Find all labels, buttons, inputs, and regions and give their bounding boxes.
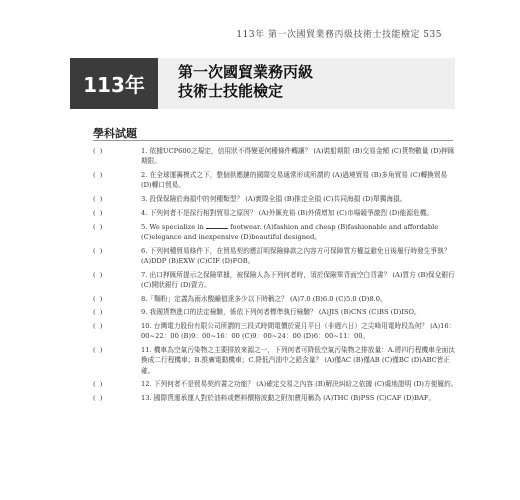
answer-slot: ( ) xyxy=(93,380,104,389)
question-text: 12. 下列何者不是貿易契約書之功能？ (A)確定交易之內容 (B)解決糾紛之依據 (C)處地證明 (D)方便履約。 xyxy=(141,380,458,389)
answer-slot: ( ) xyxy=(93,322,104,331)
question-item xyxy=(93,321,458,341)
question-item xyxy=(93,222,458,242)
question-text xyxy=(141,222,458,242)
answer-slot: ( ) xyxy=(93,308,104,317)
question-item xyxy=(93,170,458,190)
section-rule xyxy=(93,140,453,141)
answer-slot: ( ) xyxy=(93,222,104,231)
question-text: 6. 下列何種貿易條件下，在貿易契約應訂明保險條款之內容方可保障買方權益避免日後履行時發生爭執？ (A)DDP (B)EXW (C)CIF (D)FOB。 xyxy=(141,246,451,265)
question-text: 13. 國際貨運承運人對於油料或燃料價格波動之附加費用稱為 (A)THC (B)PSS (C)CAF (D)BAF。 xyxy=(141,394,436,403)
chapter-title xyxy=(178,63,313,101)
question-text: 4. 下列何者不是採行相對貿易之原因？ (A)外匯充裕 (B)外債增加 (C)市場競爭激烈 (D)能源危機。 xyxy=(141,208,434,217)
question-text: 7. 出口押匯所提示之保險單據，被保險人為下列何者時，須於保險單背面空白背書？ (A)買方 (B)保兌銀行 (C)開狀銀行 (D)賣方。 xyxy=(141,270,455,289)
section-title: 學科試題 xyxy=(93,127,137,140)
question-item xyxy=(93,146,458,166)
answer-slot: ( ) xyxy=(93,270,104,279)
question-text: 2. 在全球運籌模式之下，整個供應鏈的國際交易通常形成所謂的 (A)過境貿易 (B)多角貿易 (C)轉換貿易 (D)轉口貿易。 xyxy=(141,171,448,190)
question-item xyxy=(93,379,458,389)
answer-slot: ( ) xyxy=(93,147,104,155)
question-text: 8.「麵粉」定義為雨水酸鹼值達多少以下時稱之？ (A)7.0 (B)6.0 (C)5.0 (D)8.0。 xyxy=(141,294,387,303)
question-list xyxy=(93,146,458,407)
question-text-post: footwear. (A)fashion and cheap (B)fashionable and affordable (C)elegance and inexpensive (D)beautiful designed。 xyxy=(141,222,439,241)
question-item xyxy=(93,393,458,403)
question-item xyxy=(93,246,458,266)
question-text: 1. 依據UCP600之規定，信用狀不得變更何種條件轉讓？ (A)裝船期限 (B)交易金額 (C)貨物數量 (D)押匯期限。 xyxy=(141,147,455,166)
answer-slot: ( ) xyxy=(93,195,104,203)
running-head: 113年 第一次國貿業務丙級技術士技能檢定 535 xyxy=(236,30,442,40)
question-item xyxy=(93,270,458,290)
question-text: 10. 台灣電力股份有限公司所謂的三段式時間電價於夏月平日（非週六日）之尖峰用電時段為何？ (A)16：00~22：00 (B)9：00~16：00 (C)9：00~24：00 (D)6：00~11：00。 xyxy=(141,322,456,341)
answer-slot: ( ) xyxy=(93,294,104,303)
question-item xyxy=(93,345,458,376)
question-text: 3. 投保保險於海損中的何種類型？ (A)實際全損 (B)推定全損 (C)共同海損 (D)單獨海損。 xyxy=(141,195,407,203)
chapter-title-line1: 第一次國貿業務丙級 xyxy=(178,63,314,81)
answer-slot: ( ) xyxy=(93,346,104,355)
answer-slot: ( ) xyxy=(93,171,104,179)
question-item xyxy=(93,294,458,304)
answer-slot: ( ) xyxy=(93,394,104,403)
question-text: 9. 我國貨物進口的法定檢驗，係依下列何者標準執行檢驗？ (A)JIS (B)CNS (C)BS (D)ISO。 xyxy=(141,308,421,317)
question-item xyxy=(93,208,458,218)
question-text: 11. 機車為空氣污染物之主要排放來源之一，下列何者可降低空氣污染物之排放量：A.將四行程機車全面汰換成二行程機車；B.推廣電動機車；C.降低汽油中之鉛含量？ (A)僅AC (B)僅AB (C)僅BC (D)ABC皆正確。 xyxy=(141,346,455,375)
question-item xyxy=(93,307,458,317)
question-item xyxy=(93,194,458,204)
answer-slot: ( ) xyxy=(93,246,104,255)
year-badge: 113年 xyxy=(70,58,158,109)
answer-slot: ( ) xyxy=(93,208,104,217)
question-text-pre: 5. We specialize in xyxy=(141,222,204,231)
fill-in-blank xyxy=(206,222,228,229)
chapter-title-line2: 技術士技能檢定 xyxy=(178,82,284,100)
